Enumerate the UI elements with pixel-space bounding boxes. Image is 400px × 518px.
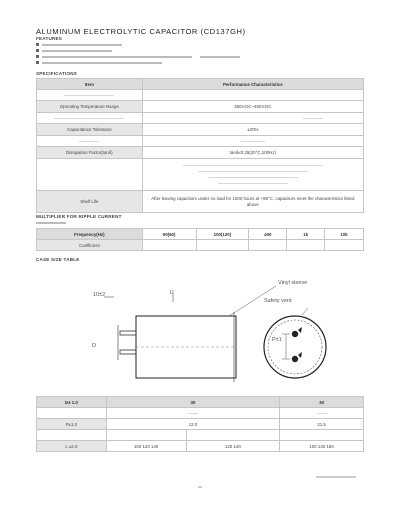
feature-line (200, 56, 240, 58)
case-row-l-value: 100 140 150 (280, 441, 364, 452)
case-table (36, 396, 364, 452)
ripple-header-freq: 10k (325, 229, 364, 240)
features-heading: FEATURES (36, 36, 63, 41)
terminal-icon (120, 350, 136, 354)
page-title: ALUMINUM ELECTROLYTIC CAPACITOR (CD137GH) (36, 27, 246, 36)
case-row-p-value: 21.5 (280, 419, 364, 430)
page-number-mark (198, 486, 202, 488)
diameter-label: D (92, 343, 96, 349)
case-header-size: 30 (280, 397, 364, 408)
end-view-icon (264, 316, 326, 378)
length-label: L (170, 290, 174, 296)
feature-line (42, 50, 112, 52)
ripple-header-freq: 1k (287, 229, 325, 240)
case-header-d: D± 1.0 (37, 397, 107, 408)
spec-table (36, 78, 364, 213)
case-row-l-label: L ±2.0 (37, 441, 107, 452)
feature-line (42, 62, 162, 64)
spec-row-item (37, 90, 143, 101)
spec-row-item (37, 113, 143, 124)
spec-row-item: Shelf Life (37, 191, 143, 213)
spec-row-item (37, 136, 143, 147)
spec-row-item: Capacitance Tolerance (37, 124, 143, 136)
case-spacer (37, 430, 107, 441)
spec-row-value: ±20% (142, 124, 363, 136)
ripple-coefficient-value (249, 240, 287, 251)
ripple-coefficient-value (287, 240, 325, 251)
ripple-subline (36, 222, 66, 224)
spec-row-item: Operating Temperature Range (37, 101, 143, 113)
dim-label: 10±2 (93, 292, 106, 298)
ripple-heading: MULTIPLIER FOR RIPPLE CURRENT (36, 214, 122, 219)
bullet-icon (36, 49, 39, 52)
case-row-p-label: P±1.0 (37, 419, 107, 430)
ripple-coefficient-label: Coefficient (37, 240, 143, 251)
capacitor-diagram (36, 270, 364, 390)
spec-header-performance: Performance Characteristics (142, 79, 363, 90)
spec-row-value: 350V.DC~450V.DC (142, 101, 363, 113)
case-spacer (106, 430, 186, 441)
spec-header-item: Item (37, 79, 143, 90)
case-spacer (106, 408, 279, 419)
footer-line (316, 476, 356, 478)
feature-line (42, 44, 122, 46)
bullet-icon (36, 55, 39, 58)
specifications-heading: SPECIFICATIONS (36, 71, 77, 76)
ripple-coefficient-value (142, 240, 196, 251)
case-row-l-value: 100 120 140 (106, 441, 186, 452)
pitch-label: P±1 (272, 337, 282, 343)
case-spacer (280, 408, 364, 419)
safety-vent-label: Safety vent (264, 298, 292, 304)
case-row-l-value: 120 140 (186, 441, 280, 452)
bullet-icon (36, 43, 39, 46)
case-heading: CASE SIZE TABLE (36, 257, 80, 262)
feature-line (42, 56, 192, 58)
spec-row-value (142, 90, 363, 101)
terminal-icon (120, 331, 136, 335)
case-header-size: 30 (106, 397, 279, 408)
ripple-header-freq: 100(120) (196, 229, 249, 240)
ripple-header-frequency: Frequency(Hz) (37, 229, 143, 240)
case-spacer (280, 430, 364, 441)
ripple-header-freq: 50(60) (142, 229, 196, 240)
case-spacer (186, 430, 280, 441)
spec-row-value (142, 159, 363, 191)
vinyl-sleeve-label: Vinyl sleeve (278, 280, 308, 286)
ripple-coefficient-value (325, 240, 364, 251)
spec-row-value (142, 136, 363, 147)
case-spacer (37, 408, 107, 419)
ripple-header-freq: 400 (249, 229, 287, 240)
ripple-table (36, 228, 364, 251)
ripple-coefficient-value (196, 240, 249, 251)
case-row-p-value: 12.0 (106, 419, 279, 430)
bullet-icon (36, 61, 39, 64)
spec-row-item: Dissipation Factor(tanδ) (37, 147, 143, 159)
spec-row-value: tanδ≤0.25(20°C,100Hz) (142, 147, 363, 159)
spec-row-value (142, 113, 363, 124)
spec-row-item (37, 159, 143, 191)
spec-row-value: After leaving capacitors under no load for 1000 hours at +85°C, capacitors meet the characteristics listed above (142, 191, 363, 213)
